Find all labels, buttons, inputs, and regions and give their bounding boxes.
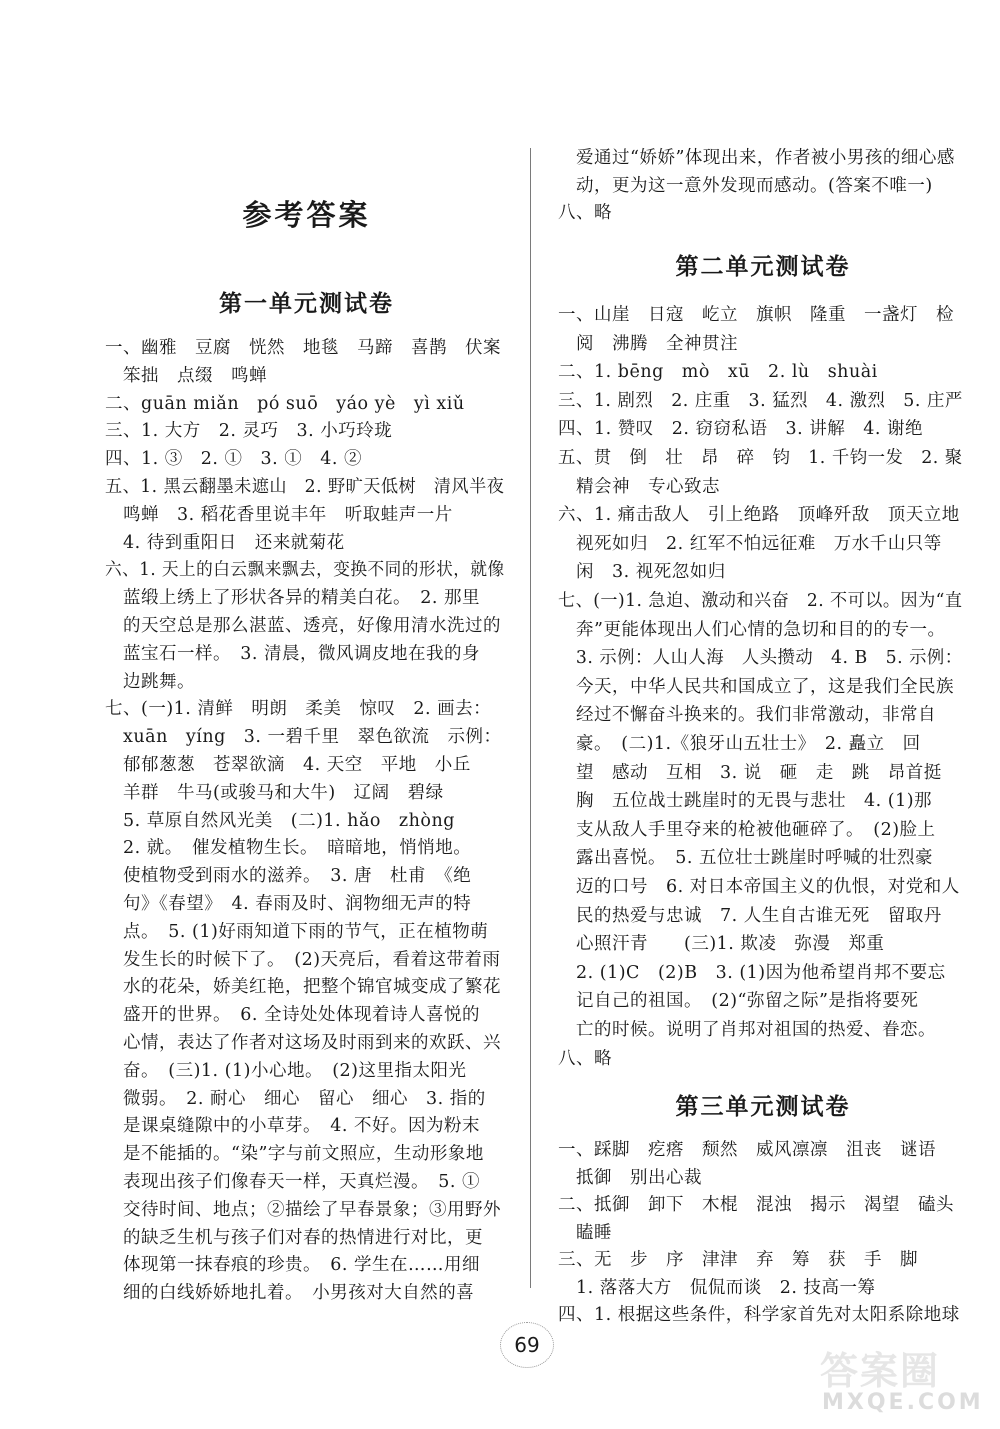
watermark-sub: MXQE.COM	[822, 1390, 984, 1415]
answer-line: 羊群 牛马(或骏马和大牛) 辽阔 碧绿	[105, 782, 444, 803]
watermark-main: 答案圈	[820, 1349, 941, 1393]
answer-line: 一、踩脚 疙瘩 颓然 威风凛凛 沮丧 谜语	[558, 1140, 936, 1160]
answer-line: 的天空总是那么湛蓝、透亮，好像用清水洗过的	[105, 616, 501, 636]
answer-line: 七、(一)1. 急迫、激动和兴奋 2. 不可以。因为“直	[558, 591, 963, 611]
answer-line: 瞌睡	[558, 1222, 612, 1243]
answer-line: 亡的时候。说明了肖邦对祖国的热爱、眷恋。	[558, 1020, 936, 1040]
answer-line: 七、(一)1. 清鲜 明朗 柔美 惊叹 2. 画去：	[105, 699, 492, 720]
answer-line: 交待时间、地点；②描绘了早春景象；③用野外	[105, 1199, 501, 1220]
answer-line: 三、无 步 序 津津 弃 筹 获 手 脚	[558, 1250, 918, 1270]
answer-line: 四、1. 根据这些条件，科学家首先对太阳系除地球	[558, 1305, 960, 1325]
answer-line: 记自己的祖国。 (2)“弥留之际”是指将要死	[558, 991, 919, 1012]
answer-line: 蓝缎上绣上了形状各异的精美白花。 2. 那里	[105, 588, 481, 609]
answer-line: 是课桌缝隙中的小草芽。 4. 不好。因为粉末	[105, 1116, 481, 1137]
answer-line: 盛开的世界。 6. 全诗处处体现着诗人喜悦的	[105, 1005, 481, 1026]
page-title: 参考答案	[242, 198, 371, 232]
column-divider	[530, 148, 531, 1288]
answer-line: 蓝宝石一样。 3. 清晨，微风调皮地在我的身	[105, 643, 481, 664]
answer-line: 体现第一抹春痕的珍贵。 6. 学生在……用细	[105, 1255, 481, 1276]
answer-line: 五、1. 黑云翻墨未遮山 2. 野旷天低树 清风半夜	[105, 477, 505, 497]
answer-line: 水的花朵，娇美红艳，把整个锦官城变成了繁花	[105, 977, 501, 998]
answer-line: 奔”更能体现出人们心情的急切和目的的专一。	[558, 619, 946, 640]
answer-line: 发生长的时候下了。 (2)天亮后，看着这带着雨	[105, 949, 501, 970]
answer-line: 阅 沸腾 全神贯注	[558, 333, 738, 354]
answer-line: 二、1. bēng mò xū 2. lù shuài	[558, 362, 878, 383]
answer-line: 5. 草原自然风光美 (二)1. hǎo zhòng	[105, 810, 455, 831]
answer-line: 心照汗青 (三)1. 欺凌 弥漫 郑重	[558, 934, 885, 955]
answer-line: 六、1. 天上的白云飘来飘去，变换不同的形状，就像	[105, 560, 505, 581]
answer-line: xuān yíng 3. 一碧千里 翠色欲流 示例：	[105, 727, 502, 748]
answer-line: 4. 待到重阳日 还来就菊花	[105, 532, 345, 553]
answer-line: 心情，表达了作者对这场及时雨到来的欢跃、兴	[105, 1033, 501, 1053]
answer-line: 精会神 专心致志	[558, 476, 720, 497]
answer-line: 边跳舞。	[105, 671, 195, 692]
answer-line: 迈的口号 6. 对日本帝国主义的仇恨，对党和人	[558, 877, 960, 897]
answer-line: 五、贯 倒 壮 昂 碎 钧 1. 千钧一发 2. 聚	[558, 448, 963, 468]
answer-line: 使植物受到雨水的滋养。 3. 唐 杜甫 《绝	[105, 866, 472, 887]
answer-line: 胸 五位战士跳崖时的无畏与悲壮 4. (1)那	[558, 791, 933, 812]
answer-line: 闲 3. 视死忽如归	[558, 562, 726, 583]
answer-line: 点。 5. (1)好雨知道下雨的节气，正在植物萌	[105, 921, 489, 942]
answer-line: 3. 示例：人山人海 人头攒动 4. B 5. 示例：	[558, 648, 963, 669]
answer-line: 鸣蝉 3. 稻花香里说丰年 听取蛙声一片	[105, 504, 453, 525]
answer-line: 二、guān miǎn pó suō yáo yè yì xiǔ	[105, 393, 465, 414]
answer-line: 今天，中华人民共和国成立了，这是我们全民族	[558, 676, 954, 697]
answer-line: 露出喜悦。 5. 五位壮士跳崖时呼喊的壮烈豪	[558, 848, 934, 869]
answer-line: 支从敌人手里夺来的枪被他砸碎了。 (2)脸上	[558, 819, 936, 840]
answer-line: 的缺乏生机与孩子们对春的热情进行对比，更	[105, 1227, 483, 1248]
answer-line: 细的白线娇娇地扎着。 小男孩对大自然的喜	[105, 1283, 475, 1304]
answer-line: 望 感动 互相 3. 说 砸 走 跳 昂首挺	[558, 762, 942, 783]
answer-line: 八、略	[558, 1048, 612, 1069]
answer-line: 1. 落落大方 侃侃而谈 2. 技高一筹	[558, 1277, 876, 1298]
answer-line: 一、山崖 日寇 屹立 旗帜 隆重 一盏灯 检	[558, 305, 954, 325]
answer-line: 奋。 (三)1. (1)小心地。 (2)这里指太阳光	[105, 1060, 467, 1081]
answer-line: 2. 就。 催发植物生长。 暗暗地，悄悄地。	[105, 838, 472, 859]
answer-line: 豪。 (二)1.《狼牙山五壮士》 2. 矗立 回	[558, 734, 921, 754]
answer-line: 爱通过“娇娇”体现出来，作者被小男孩的细心感	[558, 148, 955, 168]
answer-line: 句》《春望》 4. 春雨及时、润物细无声的特	[105, 894, 472, 914]
watermark-logo	[810, 1340, 990, 1420]
answer-line: 2. (1)C (2)B 3. (1)因为他希望肖邦不要忘	[558, 962, 946, 983]
answer-line: 一、幽雅 豆腐 恍然 地毯 马蹄 喜鹊 伏案	[105, 338, 501, 358]
answer-line: 三、1. 剧烈 2. 庄重 3. 猛烈 4. 激烈 5. 庄严	[558, 390, 963, 411]
unit2-title: 第二单元测试卷	[675, 254, 851, 280]
unit1-title: 第一单元测试卷	[219, 291, 394, 317]
answer-line: 三、1. 大方 2. 灵巧 3. 小巧玲珑	[105, 421, 393, 442]
answer-line: 表现出孩子们像春天一样，天真烂漫。 5. ①	[105, 1172, 481, 1192]
answer-line: 二、抵御 卸下 木棍 混浊 揭示 渴望 磕头	[558, 1195, 954, 1215]
answer-line: 民的热爱与忠诚 7. 人生自古谁无死 留取丹	[558, 905, 942, 926]
answer-line: 是不能插的。“染”字与前文照应，生动形象地	[105, 1144, 484, 1165]
answer-line: 四、1. 赞叹 2. 窃窃私语 3. 讲解 4. 谢绝	[558, 419, 924, 440]
unit3-title: 第三单元测试卷	[675, 1094, 851, 1120]
answer-line: 六、1. 痛击敌人 引上绝路 顶峰歼敌 顶天立地	[558, 505, 960, 526]
answer-line: 动，更为这一意外发现而感动。(答案不唯一)	[558, 175, 933, 196]
answer-line: 视死如归 2. 红军不怕远征难 万水千山只等	[558, 533, 942, 554]
answer-line: 经过不懈奋斗换来的。我们非常激动，非常自	[558, 705, 936, 726]
answer-line: 微弱。 2. 耐心 细心 留心 细心 3. 指的	[105, 1088, 486, 1109]
answer-line: 笨拙 点缀 鸣蝉	[105, 365, 267, 386]
page-number: 69	[500, 1322, 554, 1368]
answer-line: 四、1. ③ 2. ① 3. ① 4. ②	[105, 449, 363, 470]
answer-line: 郁郁葱葱 苍翠欲滴 4. 天空 平地 小丘	[105, 755, 471, 775]
answer-line: 八、略	[558, 203, 612, 223]
answer-line: 抵御 别出心裁	[558, 1167, 702, 1188]
